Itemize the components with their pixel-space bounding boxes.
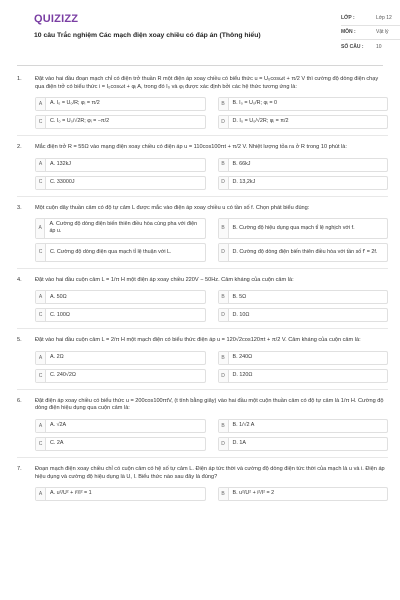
option-letter: B xyxy=(219,98,229,110)
option-letter: B xyxy=(219,291,229,303)
option-text: A. u²/U² + i²/I² = 1 xyxy=(50,490,92,497)
option-text: A. 132kJ xyxy=(50,160,71,167)
option-text: B. Cường độ hiệu dụng qua mạch tỉ lệ nghịch với f. xyxy=(232,224,355,231)
option-text: D. Cường độ dòng điện biến thiên điều hòa với tần số f' = 2f. xyxy=(232,248,378,255)
option-text: C. 240√2Ω xyxy=(50,372,76,379)
meta-row-class xyxy=(341,12,400,26)
option-letter: B xyxy=(219,159,229,171)
option-text: D. 1A xyxy=(232,440,246,447)
option-b[interactable] xyxy=(218,487,389,501)
option-letter: C xyxy=(36,309,46,321)
option-text: A. 2Ω xyxy=(50,354,64,361)
option-c[interactable] xyxy=(35,176,206,190)
option-b[interactable] xyxy=(218,290,389,304)
question-body xyxy=(35,277,388,323)
option-text: D. I₀ = U₀/√2R; φᵢ = π/2 xyxy=(232,118,289,125)
question-body xyxy=(35,398,388,451)
option-letter: B xyxy=(219,219,229,238)
meta-label: MÔN : xyxy=(341,29,356,36)
option-text: A. 50Ω xyxy=(50,293,67,300)
question-number: 1. xyxy=(17,76,22,82)
option-letter: C xyxy=(36,370,46,382)
option-c[interactable] xyxy=(35,243,206,262)
option-text: B. 5Ω xyxy=(232,293,247,300)
option-d[interactable] xyxy=(218,243,389,262)
option-d[interactable] xyxy=(218,437,389,451)
question-text: Mắc điện trở R = 55Ω vào mạng điện xoay chiều có điện áp u = 110cos100πt + π/2 V. Nhiệt lượng tỏa ra ở R trong 10 phút là: xyxy=(35,144,347,151)
option-text: C. 33000J xyxy=(50,178,75,185)
option-d[interactable] xyxy=(218,369,389,383)
question-divider xyxy=(17,328,388,329)
option-c[interactable] xyxy=(35,369,206,383)
question-body xyxy=(35,205,388,262)
option-grid xyxy=(35,158,388,190)
option-letter: D xyxy=(219,370,229,382)
option-b[interactable] xyxy=(218,351,389,365)
option-text: A. I₀ = U₀/R; φᵢ = π/2 xyxy=(50,100,100,107)
option-b[interactable] xyxy=(218,218,389,239)
question-2 xyxy=(17,144,388,190)
meta-value: Lớp 12 xyxy=(376,15,392,22)
option-a[interactable] xyxy=(35,351,206,365)
meta-table xyxy=(341,12,400,54)
question-text: Đặt vào hai đầu cuộn cảm L = 1/π H một điện áp xoay chiều 220V − 50Hz. Cảm kháng của cuộn cảm là: xyxy=(35,276,294,283)
question-divider xyxy=(17,135,388,136)
document-title: 10 câu Trắc nghiệm Các mạch điện xoay chiều có đáp án (Thông hiểu) xyxy=(34,32,261,39)
option-grid xyxy=(35,351,388,383)
option-text: B. 240Ω xyxy=(232,354,253,361)
question-number: 3. xyxy=(17,204,22,211)
option-letter: A xyxy=(36,219,45,238)
meta-row-count xyxy=(341,40,400,54)
option-letter: D xyxy=(219,309,229,321)
option-grid xyxy=(35,290,388,322)
question-6 xyxy=(17,398,388,451)
option-c[interactable] xyxy=(35,308,206,322)
option-letter: C xyxy=(36,116,46,128)
document-header xyxy=(17,0,392,66)
question-divider xyxy=(17,457,388,458)
question-body xyxy=(35,76,388,129)
question-list xyxy=(17,76,388,507)
option-d[interactable] xyxy=(218,176,389,190)
option-letter: A xyxy=(36,488,46,500)
question-number: 7. xyxy=(17,465,22,472)
question-text: Một cuộn dây thuần cảm có độ tự cảm L được mắc vào điện áp xoay chiều u có tần số f. Chọn phát biểu đúng: xyxy=(35,204,310,211)
question-text: Đặt điện áp xoay chiều có biểu thức u = 200cos100πtV, (t tính bằng giây) vào hai đầu một cuộn thuần cảm có độ tự cảm là 1/π H. Cường độ dòng điện hiệu dụng qua cuộn cảm là: xyxy=(35,397,384,412)
question-number: 6. xyxy=(17,397,22,404)
option-text: B. u²/U² + i²/I² = 2 xyxy=(232,490,275,497)
option-text: C. 100Ω xyxy=(50,311,70,318)
option-c[interactable] xyxy=(35,115,206,129)
option-c[interactable] xyxy=(35,437,206,451)
meta-label: SỐ CÂU : xyxy=(341,43,364,50)
option-text: C. I₀ = U₀/√2R; φᵢ = −π/2 xyxy=(50,118,110,125)
option-letter: C xyxy=(36,177,46,189)
question-1 xyxy=(17,76,388,129)
option-letter: A xyxy=(36,98,46,110)
question-5 xyxy=(17,337,388,383)
option-text: D. 10Ω xyxy=(232,311,250,318)
option-letter: B xyxy=(219,488,229,500)
option-b[interactable] xyxy=(218,158,389,172)
option-a[interactable] xyxy=(35,419,206,433)
question-text: Đặt vào hai đầu đoạn mạch chỉ có điện trở thuần R một điện áp xoay chiều có biểu thức u = U₀cosωt + π/2 V thì cường độ dòng điện chạy qua điện trở có biểu thức i = I₀cosωt + φᵢ A, trong đó I₀ và φᵢ được xác định bởi các hệ thức tương ứng là: xyxy=(35,76,379,90)
option-a[interactable] xyxy=(35,487,206,501)
option-grid xyxy=(35,419,388,451)
meta-label: LỚP : xyxy=(341,15,355,22)
question-divider xyxy=(17,268,388,269)
option-letter: A xyxy=(36,159,46,171)
question-number: 4. xyxy=(17,276,22,283)
meta-row-subject xyxy=(341,26,400,40)
question-divider xyxy=(17,196,388,197)
option-d[interactable] xyxy=(218,308,389,322)
option-b[interactable] xyxy=(218,97,389,111)
option-grid xyxy=(35,487,388,501)
option-text: A. √2A xyxy=(50,422,67,429)
option-text: B. 1/√2 A xyxy=(232,422,255,429)
question-body xyxy=(35,466,388,501)
option-letter: C xyxy=(36,438,46,450)
option-d[interactable] xyxy=(218,115,389,129)
option-letter: A xyxy=(36,352,46,364)
option-a[interactable] xyxy=(35,290,206,304)
option-letter: A xyxy=(36,291,46,303)
option-b[interactable] xyxy=(218,419,389,433)
meta-value: Vật lý xyxy=(376,29,389,36)
option-letter: C xyxy=(36,244,46,261)
question-text: Đoạn mạch điện xoay chiều chỉ có cuộn cảm có hệ số tự cảm L. Điện áp tức thời và cường độ dòng điện tức thời của mạch là u và i. Điện áp hiệu dụng và cường độ hiệu dụng là U, I. Biểu thức nào sau đây là đúng? xyxy=(35,465,385,480)
question-number: 2. xyxy=(17,144,22,151)
option-letter: D xyxy=(219,438,229,450)
option-letter: A xyxy=(36,420,46,432)
option-a[interactable] xyxy=(35,218,206,239)
question-body xyxy=(35,144,388,190)
option-text: A. Cường độ dòng điện biến thiên điều hòa cùng pha với điện áp u. xyxy=(49,221,198,235)
option-text: B. I₀ = U₀/R; φᵢ = 0 xyxy=(232,100,277,107)
quizizz-logo: QUIZIZZ xyxy=(34,13,79,25)
question-divider xyxy=(17,389,388,390)
option-letter: B xyxy=(219,352,229,364)
option-grid xyxy=(35,218,388,262)
option-text: C. Cường độ dòng điện qua mạch tỉ lệ thuận với L. xyxy=(50,248,172,255)
question-3 xyxy=(17,205,388,262)
option-text: B. 66kJ xyxy=(232,160,251,167)
question-4 xyxy=(17,277,388,323)
option-letter: D xyxy=(219,177,229,189)
meta-value: 10 xyxy=(376,43,382,50)
option-letter: D xyxy=(219,244,229,261)
question-7 xyxy=(17,466,388,501)
option-a[interactable] xyxy=(35,97,206,111)
option-letter: D xyxy=(219,116,229,128)
question-text: Đặt vào hai đầu cuộn cảm L = 2/π H một mạch điện có biểu thức điện áp u = 120√2cos120πt + π/2 V. Cảm kháng của cuộn cảm là: xyxy=(35,337,361,344)
question-number: 5. xyxy=(17,337,22,344)
option-letter: B xyxy=(219,420,229,432)
option-text: D. 120Ω xyxy=(232,372,253,379)
option-text: C. 2A xyxy=(50,440,64,447)
question-body xyxy=(35,337,388,383)
option-a[interactable] xyxy=(35,158,206,172)
option-text: D. 13,2kJ xyxy=(232,178,256,185)
option-grid xyxy=(35,97,388,129)
